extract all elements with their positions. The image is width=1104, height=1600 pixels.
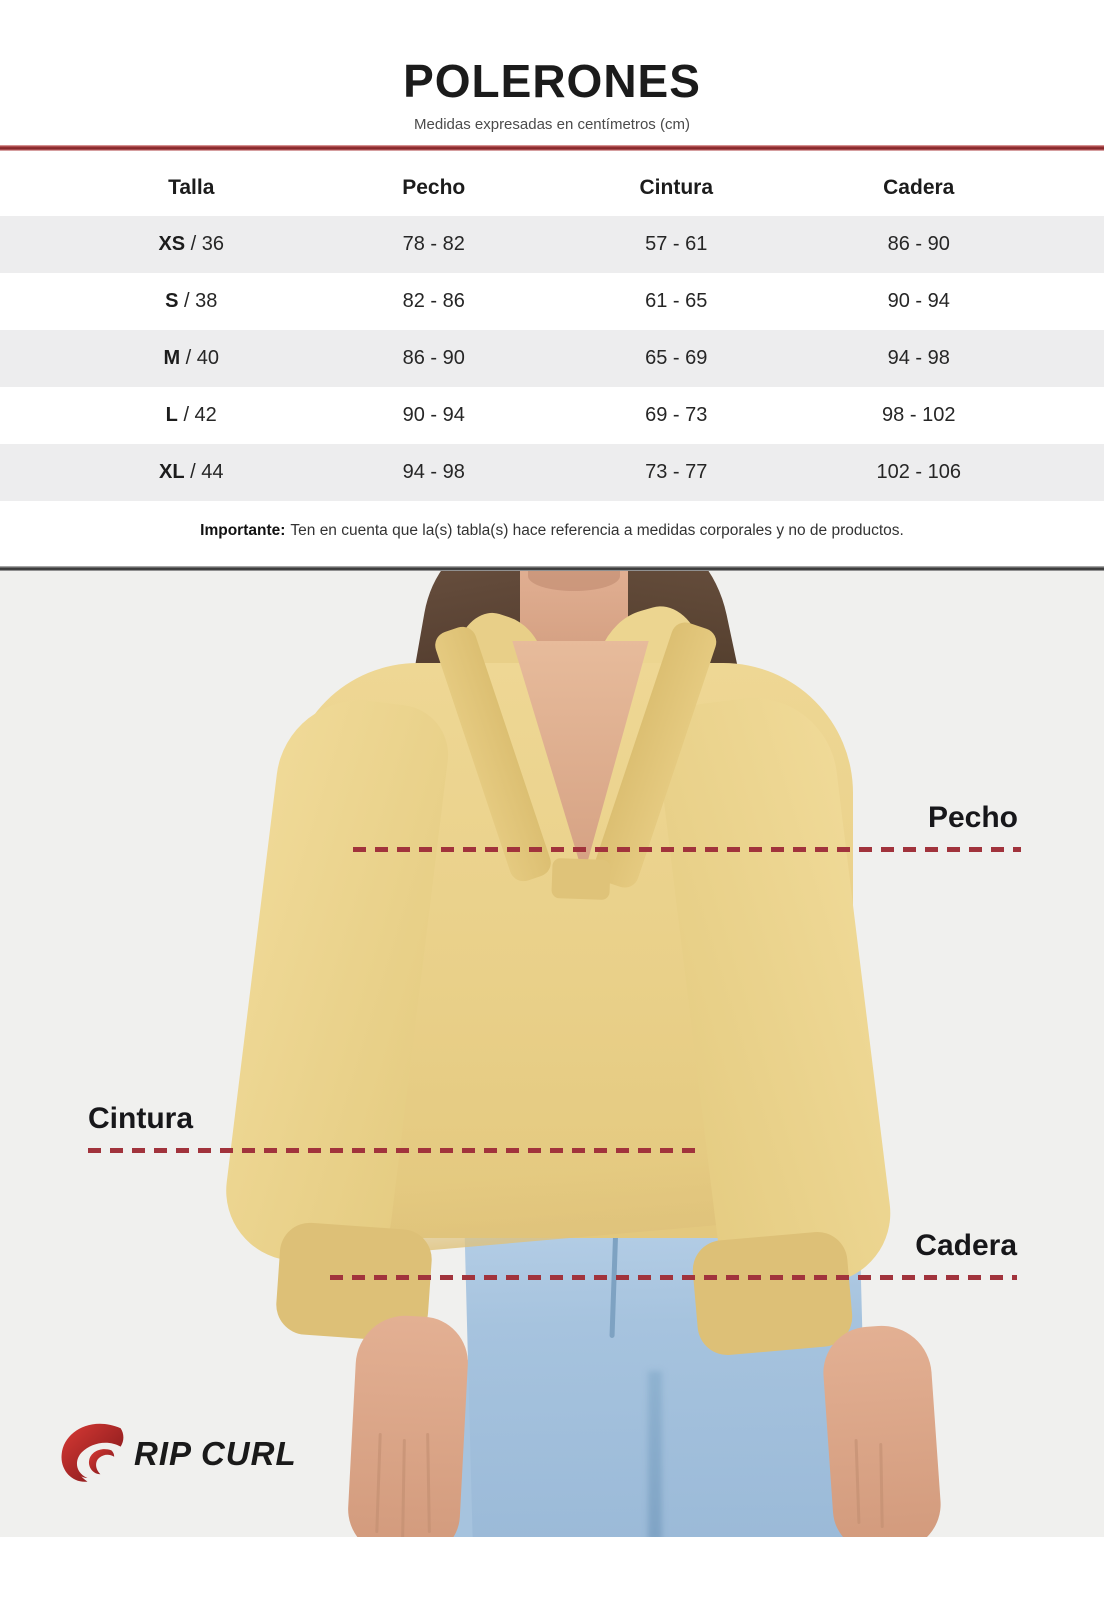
- cadera-cell: 98 - 102: [882, 404, 956, 426]
- important-note: [0, 499, 1104, 563]
- cadera-measure-label: Cadera: [915, 1229, 1017, 1262]
- size-cell: L / 42: [165, 404, 217, 426]
- important-note-label: Importante:: [200, 522, 286, 539]
- pecho-cell: 90 - 94: [402, 404, 465, 426]
- table-row: [0, 330, 1104, 387]
- pecho-cell: 78 - 82: [402, 233, 465, 255]
- column-header-talla: Talla: [168, 176, 215, 199]
- rip-curl-wordmark: RIP CURL: [134, 1435, 297, 1472]
- page-subtitle: Medidas expresadas en centímetros (cm): [414, 116, 690, 133]
- cintura-cell: 57 - 61: [645, 233, 708, 255]
- cintura-measure-label: Cintura: [88, 1102, 193, 1135]
- table-row: [0, 273, 1104, 330]
- model-hand-left: [346, 1313, 470, 1537]
- cintura-cell: 61 - 65: [645, 290, 708, 312]
- column-header-pecho: Pecho: [402, 176, 466, 199]
- column-header-cadera: Cadera: [883, 176, 955, 199]
- column-header-cintura: Cintura: [639, 176, 713, 199]
- cadera-cell: 102 - 106: [876, 461, 961, 483]
- red-divider: [0, 145, 1104, 151]
- cadera-cell: 86 - 90: [887, 233, 950, 255]
- cintura-cell: 65 - 69: [645, 347, 708, 369]
- pecho-cell: 86 - 90: [402, 347, 465, 369]
- size-cell: S / 38: [165, 290, 218, 312]
- jeans-leg-gap: [648, 1371, 662, 1537]
- cadera-cell: 90 - 94: [887, 290, 950, 312]
- cintura-cell: 69 - 73: [645, 404, 708, 426]
- cintura-cell: 73 - 77: [645, 461, 708, 483]
- hoodie-cuff-right: [690, 1229, 854, 1357]
- page-title: POLERONES: [403, 55, 701, 107]
- size-table: [0, 160, 1104, 501]
- cintura-measure-line: [88, 1148, 700, 1153]
- table-header-row: [0, 160, 1104, 216]
- cadera-measure-line: [330, 1275, 1017, 1280]
- pecho-measure-label: Pecho: [927, 801, 1018, 834]
- rip-curl-logo: [56, 1419, 297, 1489]
- important-note-text: Ten en cuenta que la(s) tabla(s) hace referencia a medidas corporales y no de productos.: [290, 522, 904, 539]
- rip-curl-wave-icon: [56, 1419, 130, 1489]
- model-photo: [0, 571, 1104, 1537]
- header: [0, 54, 1104, 133]
- size-cell: XS / 36: [158, 233, 225, 255]
- hoodie-collar-point: [551, 858, 610, 900]
- table-row: [0, 387, 1104, 444]
- pecho-cell: 82 - 86: [402, 290, 465, 312]
- size-cell: M / 40: [163, 347, 220, 369]
- table-row: [0, 216, 1104, 273]
- size-cell: XL / 44: [159, 461, 224, 483]
- table-row: [0, 444, 1104, 501]
- cadera-cell: 94 - 98: [887, 347, 950, 369]
- pecho-measure-line: [353, 847, 1021, 852]
- pecho-cell: 94 - 98: [402, 461, 465, 483]
